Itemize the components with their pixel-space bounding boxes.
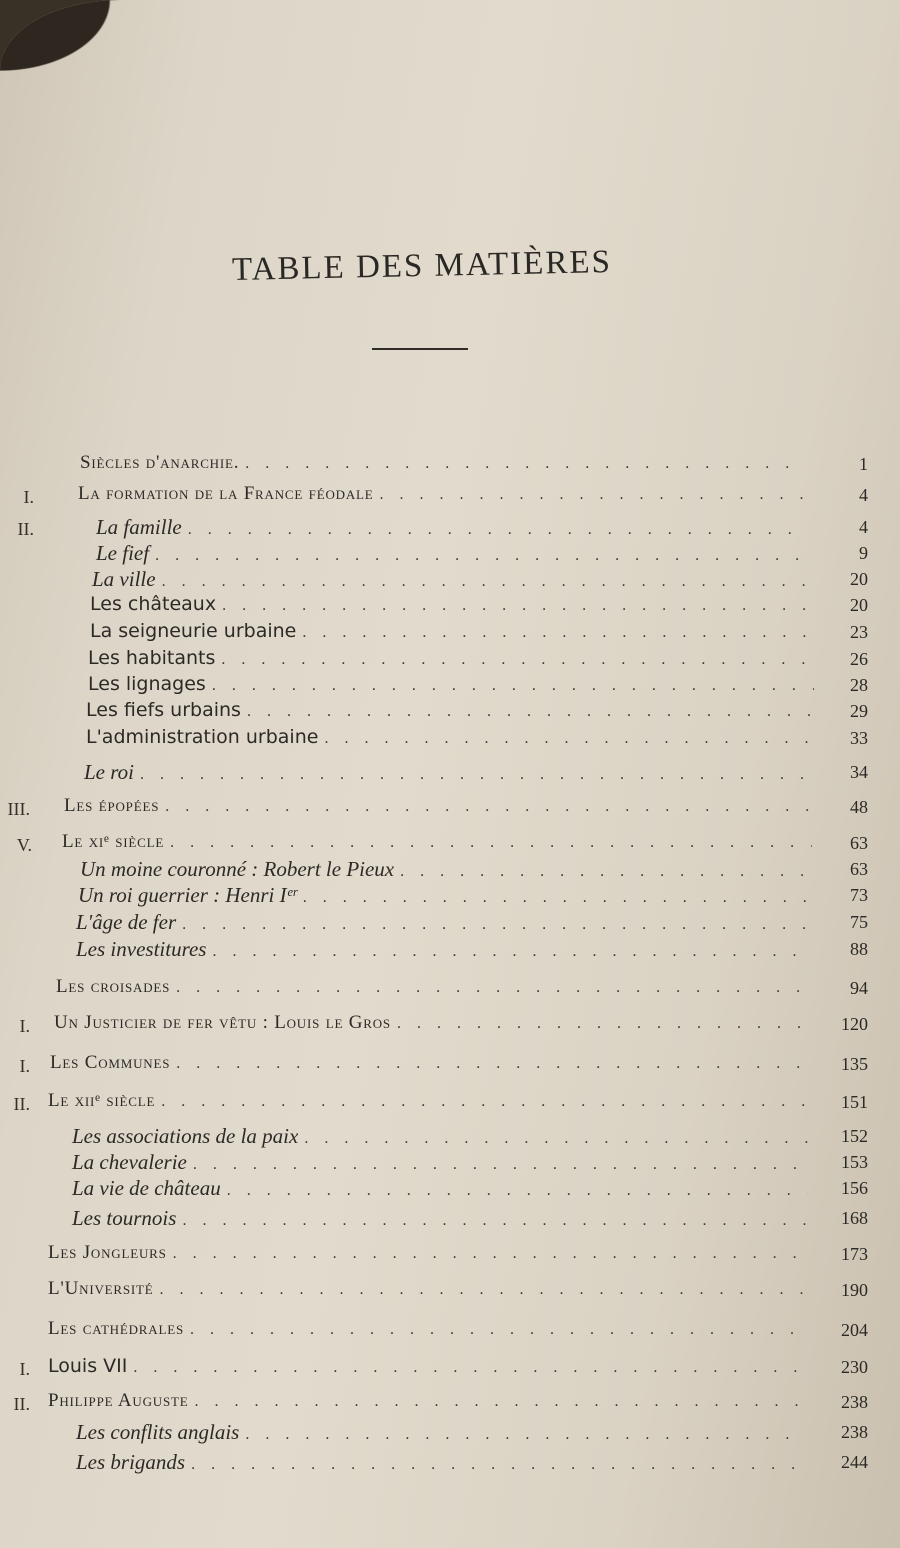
toc-page-number: 244: [841, 1452, 868, 1472]
toc-page-number: 94: [850, 978, 868, 998]
toc-entry-title: Un roi guerrier : Henri Iᵉʳ: [78, 883, 297, 907]
dot-leader: [245, 455, 804, 473]
dot-leader: [227, 1182, 808, 1200]
dot-leader: [133, 1359, 806, 1377]
toc-entry-title: Les fiefs urbains: [86, 699, 241, 721]
toc-entry: [48, 1318, 812, 1344]
dot-leader: [176, 979, 810, 997]
dot-leader: [193, 1156, 808, 1174]
toc-page-number: 73: [850, 885, 868, 905]
chapter-number: II.: [13, 1094, 30, 1114]
toc-page-number: 23: [850, 622, 868, 642]
dot-leader: [182, 1212, 808, 1230]
chapter-number: II.: [13, 1394, 30, 1414]
chapter-number: I.: [23, 487, 34, 507]
dot-leader: [190, 1321, 806, 1339]
dot-leader: [245, 1426, 806, 1444]
dot-leader: [155, 547, 808, 565]
chapter-number: V.: [16, 835, 32, 855]
toc-entry-title: Les lignages: [88, 673, 206, 695]
dot-leader: [140, 766, 816, 784]
toc-page-number: 120: [841, 1014, 868, 1034]
dot-leader: [170, 834, 812, 852]
toc-entry-title: Louis VII: [48, 1355, 128, 1377]
dot-leader: [304, 1130, 808, 1148]
toc-entry-title: La vie de château: [72, 1176, 221, 1200]
toc-page-number: 151: [841, 1092, 868, 1112]
toc-entry-title: Les brigands: [76, 1450, 186, 1474]
toc-entry: [76, 910, 818, 936]
toc-entry: [72, 1206, 814, 1232]
toc-page-number: 26: [850, 649, 868, 669]
toc-entry: [62, 831, 818, 857]
chapter-number: III.: [7, 799, 30, 819]
dot-leader: [173, 1245, 806, 1263]
toc-page-number: 48: [850, 797, 868, 817]
toc-entry-title: Siècles d'anarchie.: [80, 452, 240, 473]
toc-entry-title: Les associations de la paix: [72, 1124, 299, 1148]
toc-page-number: 238: [841, 1422, 868, 1442]
toc-page-number: 75: [850, 912, 868, 932]
toc-entry-title: Les conflits anglais: [76, 1420, 240, 1444]
toc-entry-title: Un Justicier de fer vêtu : Louis le Gros: [54, 1012, 391, 1033]
toc-page-number: 204: [841, 1320, 868, 1340]
toc-entry: [48, 1242, 812, 1268]
dot-leader: [165, 798, 814, 816]
toc-page-number: 88: [850, 939, 868, 959]
toc-page-number: 4: [859, 485, 868, 505]
toc-entry: [48, 1278, 812, 1304]
toc-entry-title: Les châteaux: [90, 593, 217, 615]
toc-entry: [76, 937, 818, 963]
toc-page-number: 238: [841, 1392, 868, 1412]
toc-page-number: 63: [850, 859, 868, 879]
chapter-number: I.: [19, 1016, 30, 1036]
toc-page-number: 152: [841, 1126, 868, 1146]
toc-page-number: 4: [859, 517, 868, 537]
toc-entry: [88, 673, 820, 699]
dot-leader: [188, 521, 808, 539]
toc-entry: [96, 541, 814, 567]
toc-page-number: 230: [841, 1357, 868, 1377]
toc-entry-title: Les habitants: [88, 647, 216, 669]
toc-entry: [96, 515, 814, 541]
toc-page-number: 20: [850, 595, 868, 615]
toc-entry: [76, 1420, 812, 1446]
toc-page-number: 34: [850, 762, 868, 782]
dot-leader: [161, 1093, 808, 1111]
toc-entry: [48, 1090, 814, 1116]
toc-page-number: 173: [841, 1244, 868, 1264]
toc-page-number: 153: [841, 1152, 868, 1172]
toc-entry-title: La seigneurie urbaine: [90, 620, 297, 642]
toc-entry: [80, 857, 818, 883]
dot-leader: [324, 730, 816, 748]
dot-leader: [212, 943, 812, 961]
toc-entry-title: Le xiᵉ siècle: [62, 831, 165, 852]
toc-entry-title: Le xiiᵉ siècle: [48, 1090, 156, 1111]
toc-entry-title: L'Université: [48, 1278, 154, 1299]
chapter-number: I.: [19, 1359, 30, 1379]
toc-page-number: 190: [841, 1280, 868, 1300]
dot-leader: [194, 1393, 806, 1411]
toc-entry-title: Les Communes: [50, 1052, 171, 1073]
toc-entry: [76, 1450, 812, 1476]
toc-entry: [48, 1390, 812, 1416]
toc-entry-title: Les épopées: [64, 795, 160, 816]
toc-entry: [64, 795, 820, 821]
dot-leader: [302, 624, 812, 642]
toc-entry-title: Les cathédrales: [48, 1318, 184, 1339]
toc-entry-title: Les Jongleurs: [48, 1242, 167, 1263]
toc-entry-title: Les investitures: [76, 937, 207, 961]
toc-entry-title: Le roi: [84, 760, 134, 784]
toc-entry: [84, 760, 822, 786]
toc-entry-title: La chevalerie: [72, 1150, 187, 1174]
toc-entry: [92, 567, 816, 593]
dot-leader: [162, 573, 810, 591]
toc-entry: [90, 593, 816, 619]
dot-leader: [160, 1281, 806, 1299]
dot-leader: [380, 486, 807, 504]
chapter-number: I.: [19, 1056, 30, 1076]
dot-leader: [247, 703, 816, 721]
dot-leader: [397, 1015, 810, 1033]
toc-entry-title: L'âge de fer: [76, 910, 177, 934]
toc-entry: [86, 726, 822, 752]
toc-entry: [78, 883, 818, 909]
toc-page-number: 1: [859, 454, 868, 474]
toc-page-number: 63: [850, 833, 868, 853]
toc-entry-title: Les tournois: [72, 1206, 177, 1230]
toc-entry: [90, 620, 818, 646]
toc-entry-title: La famille: [96, 515, 182, 539]
toc-entry-title: Un moine couronné : Robert le Pieux: [80, 857, 395, 881]
toc-page-number: 156: [841, 1178, 868, 1198]
dot-leader: [176, 1055, 810, 1073]
toc-page-number: 20: [850, 569, 868, 589]
dot-leader: [222, 597, 810, 615]
toc-page-number: 28: [850, 675, 868, 695]
toc-entry-title: Philippe Auguste: [48, 1390, 189, 1411]
dot-leader: [303, 889, 812, 907]
toc-entry-title: L'administration urbaine: [86, 726, 319, 748]
dot-leader: [221, 651, 814, 669]
toc-entry-title: La formation de la France féodale: [78, 483, 374, 504]
toc-entry: [48, 1355, 812, 1381]
toc-entry: [50, 1052, 816, 1078]
toc-entry-title: Le fief: [96, 541, 150, 565]
dot-leader: [400, 863, 812, 881]
toc-page-number: 9: [859, 543, 868, 563]
toc-page-number: 29: [850, 701, 868, 721]
toc-entry: [88, 647, 820, 673]
toc-page-number: 135: [841, 1054, 868, 1074]
toc-entry: [72, 1176, 814, 1202]
toc-entry: [86, 699, 822, 725]
toc-entry: [80, 452, 810, 478]
toc-entry: [54, 1012, 816, 1038]
toc-page-number: 33: [850, 728, 868, 748]
dot-leader: [212, 677, 814, 695]
toc-entry: [72, 1124, 814, 1150]
dot-leader: [191, 1456, 806, 1474]
toc-entry: [72, 1150, 814, 1176]
toc-entry-title: Les croisades: [56, 976, 171, 997]
chapter-number: II.: [17, 519, 34, 539]
toc-entry-title: La ville: [92, 567, 156, 591]
toc-entry: [78, 483, 812, 509]
toc-entry: [56, 976, 816, 1002]
toc-page-number: 168: [841, 1208, 868, 1228]
page-title: TABLE DES MATIÈRES: [231, 244, 613, 288]
dot-leader: [182, 916, 812, 934]
